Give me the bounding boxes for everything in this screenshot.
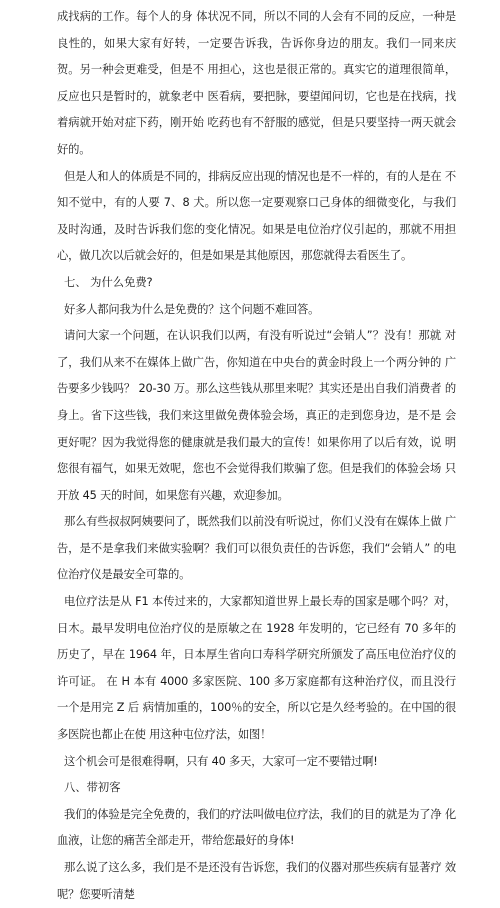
- paragraph-4: 请问大家一个问题，在认识我们以两，有没有听说过“会销人”？没有！那就 对了，我们从来不在媒体上做广告，你知道在中央台的黄金时段上一个两分钟的 广告要多少钱吗？ 20-30 万。那么这些钱从那里来呢？其实还是出自我们消费者 的身上。省下这些钱，我们来这里做免费体验会场，真正的走到您身边，是不是 会更好呢？因为我觉得您的健康就是我们最大的宣传！如果你用了以后有效，说 明您很有福气，如果无效呢，您也不会觉得我们欺骗了您。但是我们的体验会场 只开放 45 天的时间，如果您有兴趣，欢迎参加。: [57, 329, 456, 502]
- paragraph-6: 电位疗法是从 F1 本传过来的，大家都知道世界上最长寿的国家是哪个吗？对， 日木。最早发明电位治疗仪的是原敏之在 1928 年发明的，它已经有 70 多年的历史了，早在 1964 年，日本厚生省向口寿科学研究所颁发了高压电位治疗仪的许可证。 在 H 本有 4000 多家医院、100 多万家庭都有这种治疗仪，而且没行一个是用完 Z 后 病情加重的，100％的安全，所以它是久经考验的。在中国的很多医院也都止在使 用这种屯位疗法，如图！: [57, 595, 456, 742]
- paragraph-3: 好多人都问我为什么是免费的？这个问题不难回答。: [64, 302, 320, 316]
- paragraph-7: 这个机会可是很难得啊，只有 40 多天，大家可一定不要错过啊!: [64, 754, 378, 768]
- paragraph-9: 那么说了这么多，我们是不是还没有告诉您，我们的仪器对那些疾病有显著疗 效呢？您要听清楚: [57, 861, 456, 901]
- paragraph-5: 那么有些叔叔阿姨要问了，既然我们以前没有听说过，你们乂没有在媒体上做 广告，是不是拿我们来做实验啊？我们可以很负责任的告诉您，我们“会销人” 的电位治疗仪是最安全可靠的。: [57, 515, 456, 582]
- paragraph-8: 我们的体验是完全免费的，我们的疗法叫做电位疗法，我们的目的就是为了净 化血液，让您的痛苦全部走开，带给您最好的身体!: [57, 807, 456, 848]
- section-heading-7: 七、 为什么免费?: [64, 275, 153, 289]
- section-heading-8: 八、带初客: [64, 781, 121, 795]
- paragraph-1: 成找病的工作。每个人的身 体状况不同，所以不同的人会有不同的反应，一种是良性的，如果大家有好转，一定要告诉我，告诉你身边的朋友。我们一同来庆贺。另一种会更难受，但是不 用担心，这也是很正常的。真实它的道理很简单，反应也只是暂时的，就象老中 医看病，要把脉，要望闻问切，它也是在找病，找着病就开始对症下药，刚开始 吃药也有不舒服的感觉，但是只要坚持一两天就会好的。: [57, 10, 456, 156]
- paragraph-2: 但是人和人的体质是不同的，排病反应出现的情况也是不一样的，有的人是在 不知不觉中，有的人要 7、8 犬。所以您一定要观察口己身体的细微变化，与我们 及时沟通，及时告诉我们您的变化情况。如果是电位治疗仪引起的，那就不用担 心，做几次以后就会好的，但是如果是其他原因，那您就得去看医生了。: [57, 169, 456, 263]
